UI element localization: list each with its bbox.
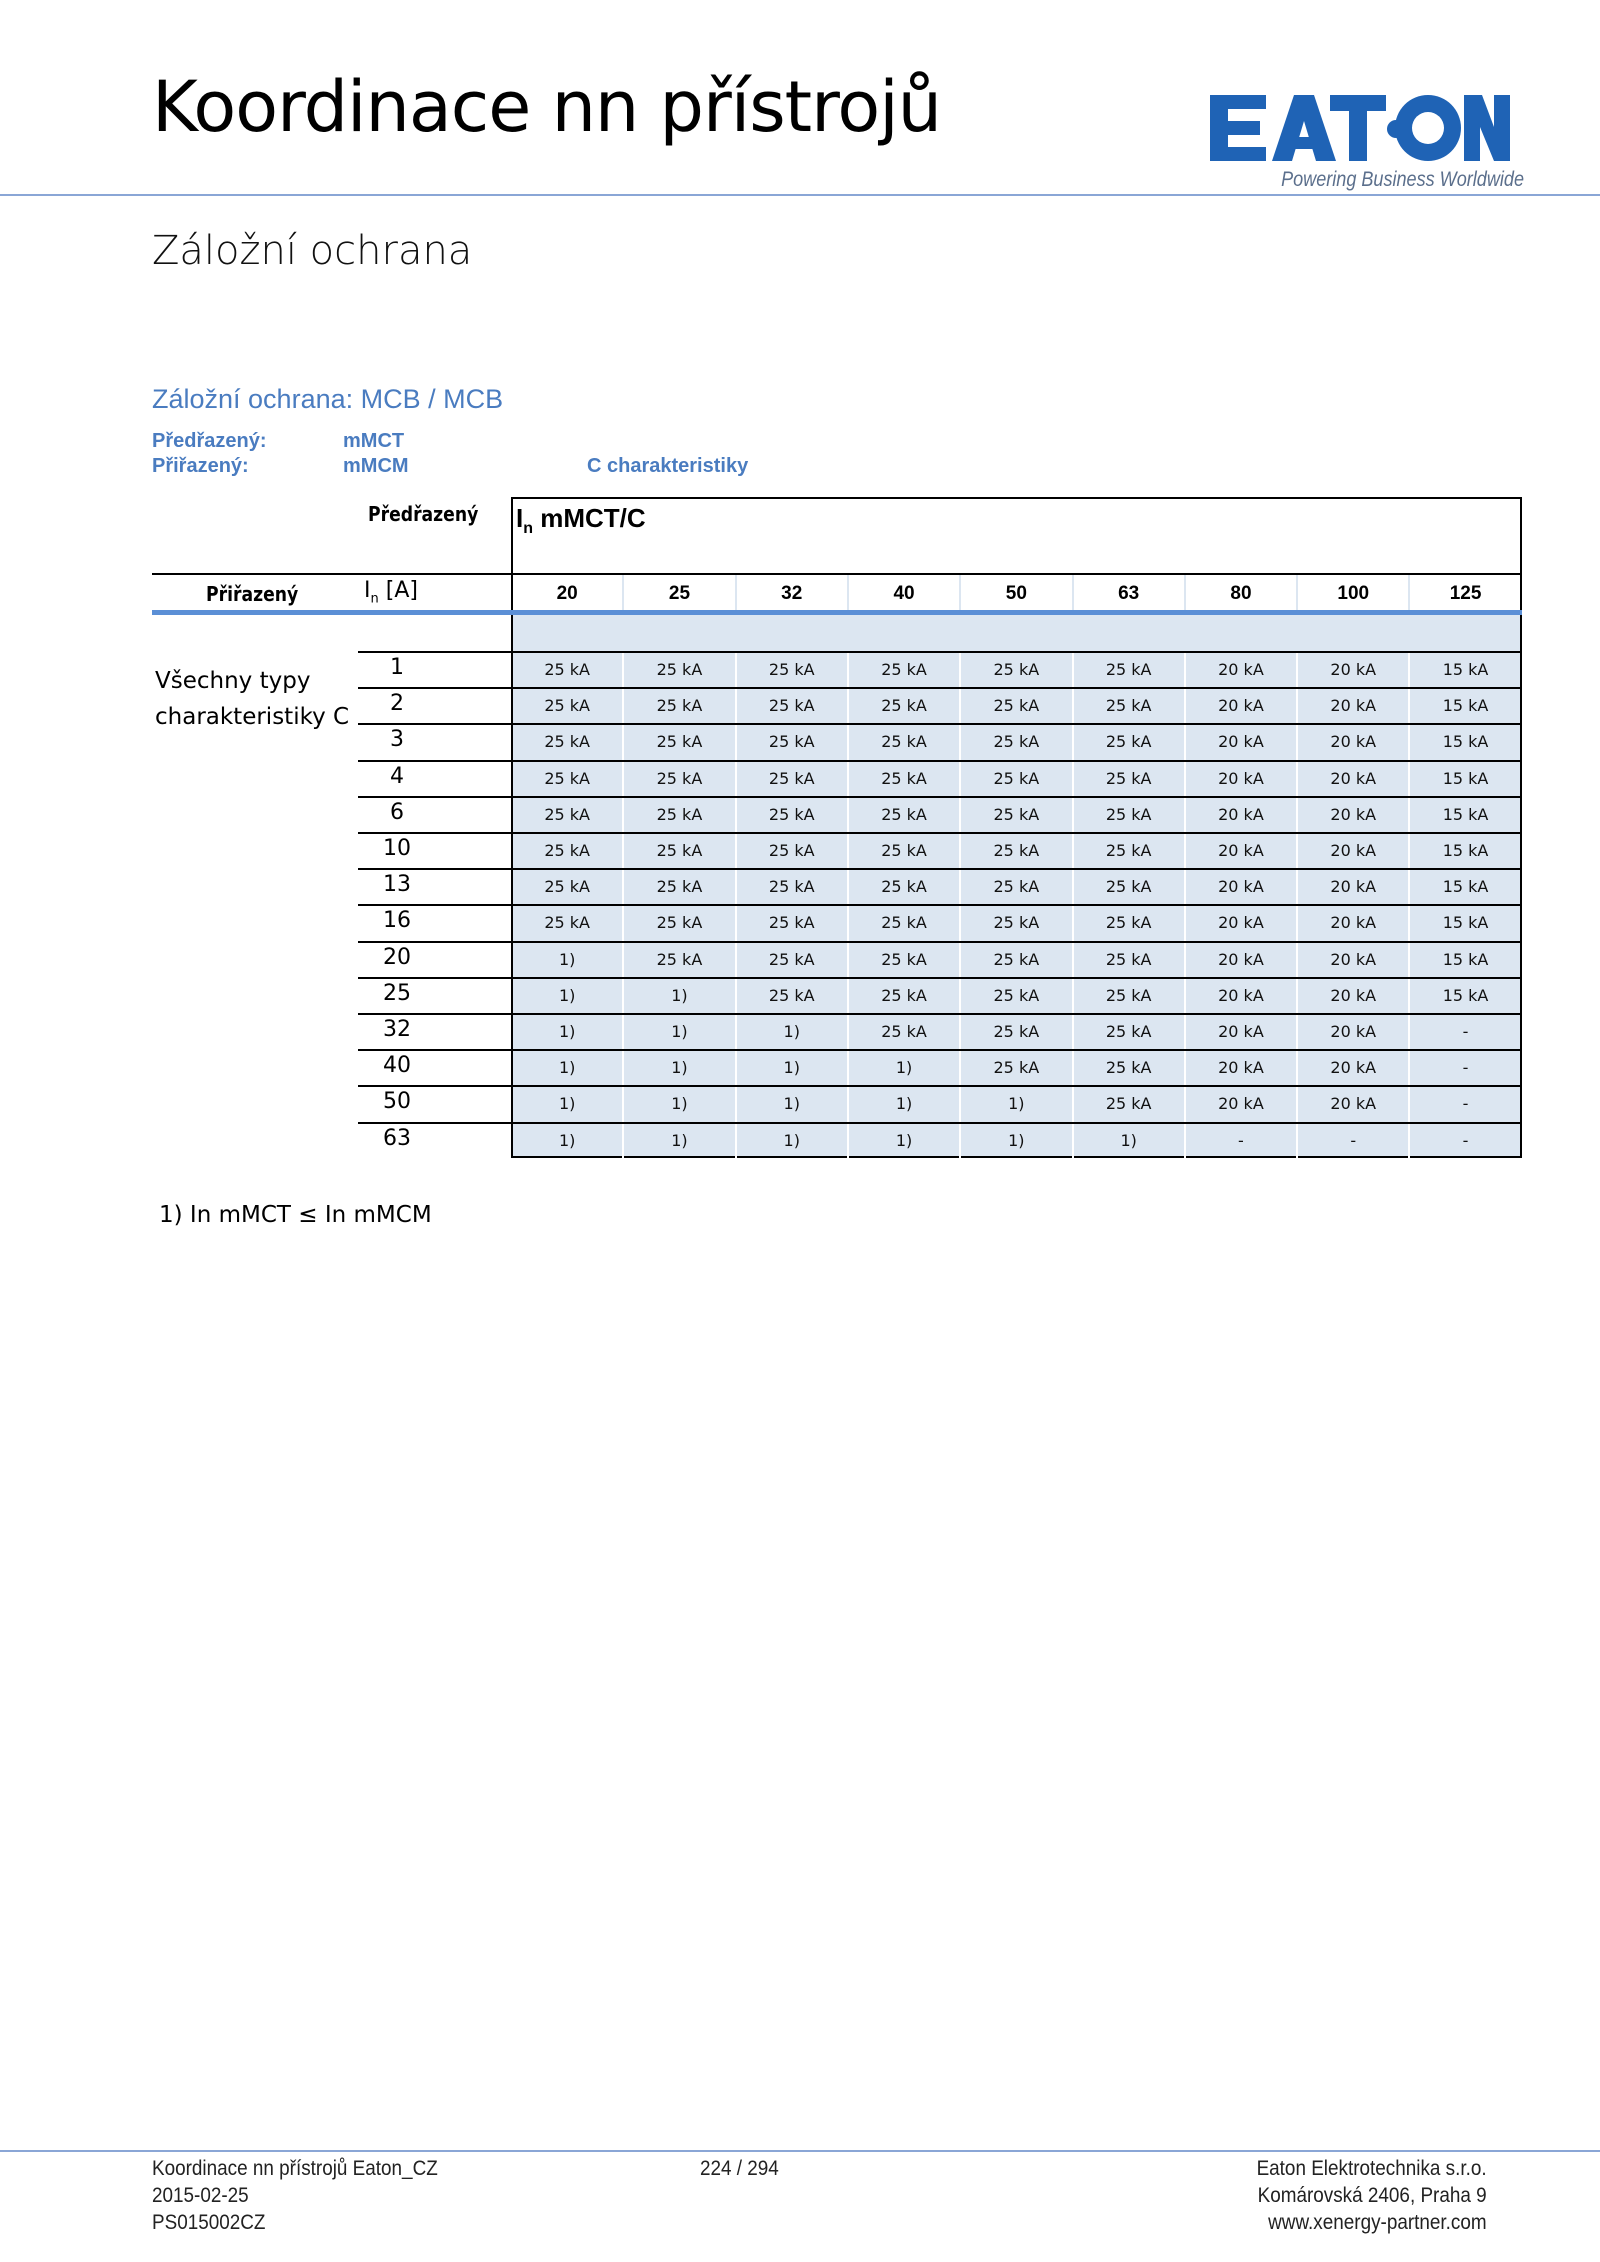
- table-cell: 20 kA: [1330, 841, 1377, 860]
- downstream-value: mMCM: [343, 455, 409, 477]
- table-cell: 20 kA: [1218, 913, 1264, 933]
- table-cell: 1): [671, 1094, 688, 1114]
- table-cell: 20 kA: [1330, 732, 1377, 752]
- characteristic-label: C charakteristiky: [587, 455, 749, 477]
- section-title: Záložní ochrana: [152, 228, 473, 274]
- table-cell: 20 kA: [1218, 660, 1264, 679]
- table-cell: 1): [558, 985, 576, 1005]
- table-cell: 25 kA: [656, 841, 703, 860]
- table-cell: 25 kA: [1105, 913, 1152, 933]
- table-cell: 25 kA: [993, 696, 1040, 716]
- table-cell: 25 kA: [993, 913, 1040, 933]
- table-cell: 1): [671, 985, 688, 1005]
- table-cell: 25 kA: [656, 696, 703, 716]
- table-cell: 1): [783, 1130, 800, 1150]
- row-rule: [358, 977, 511, 979]
- table-cell: 25 kA: [881, 768, 927, 788]
- table-cell: 25 kA: [768, 804, 815, 824]
- table-cell: 25 kA: [1105, 804, 1152, 824]
- table-cell: 20 kA: [1330, 1058, 1377, 1078]
- row-current-label: 4: [390, 763, 404, 789]
- table-cell: 20 kA: [1330, 1094, 1377, 1114]
- table-cell: 25 kA: [993, 949, 1040, 969]
- table-cell: 20 kA: [1330, 768, 1377, 788]
- corner-downstream-label: Přiřazený: [206, 582, 299, 606]
- table-cell: 20 kA: [1330, 985, 1377, 1005]
- table-cell: 15 kA: [1442, 696, 1489, 716]
- table-cell: 1): [558, 1022, 576, 1041]
- table-cell: 20 kA: [1330, 1022, 1377, 1041]
- table-cell: 25 kA: [993, 660, 1040, 679]
- eaton-logo: [1210, 93, 1510, 163]
- table-cell: 25 kA: [656, 768, 703, 788]
- footer-doc-name: Koordinace nn přístrojů Eaton_CZ: [152, 2157, 438, 2180]
- row-group-label: [155, 663, 349, 735]
- row-rule: [358, 1013, 511, 1015]
- header-box: [511, 497, 1522, 574]
- table-cell: 25 kA: [881, 877, 927, 897]
- row-current-label: 63: [383, 1125, 411, 1151]
- table-cell: 25 kA: [881, 732, 927, 752]
- table-cell: 15 kA: [1442, 841, 1489, 860]
- row-current-label: 13: [383, 872, 411, 898]
- row-current-label: 3: [390, 727, 404, 753]
- table-cell: 20 kA: [1218, 732, 1264, 752]
- table-cell: 25 kA: [993, 732, 1040, 752]
- row-current-label: 2: [390, 691, 404, 717]
- row-rule: [358, 723, 511, 725]
- document-title: Koordinace nn přístrojů: [152, 66, 942, 148]
- row-rule: [358, 1122, 511, 1124]
- header-box-border: [511, 575, 513, 610]
- table-cell: 25 kA: [768, 660, 815, 679]
- column-header-80: 80: [1230, 583, 1252, 604]
- table-cell: 20 kA: [1218, 696, 1264, 716]
- footnote: 1) In mMCT ≤ In mMCM: [159, 1202, 432, 1228]
- table-cell: 25 kA: [1105, 841, 1152, 860]
- table-cell: 1): [783, 1094, 800, 1114]
- table-cell: 1): [671, 1022, 688, 1041]
- table-cell: 20 kA: [1218, 877, 1264, 897]
- table-cell: 25 kA: [1105, 660, 1152, 679]
- table-cell: 20 kA: [1218, 768, 1264, 788]
- row-rule: [358, 941, 511, 943]
- downstream-label: Přiřazený:: [152, 455, 249, 477]
- table-cell: 25 kA: [881, 660, 927, 679]
- footer-left: [152, 2155, 438, 2236]
- table-cell: -: [1462, 1058, 1469, 1078]
- table-cell: 25 kA: [544, 877, 590, 897]
- row-current-label: 40: [383, 1053, 411, 1079]
- column-header-125: 125: [1449, 583, 1482, 604]
- table-cell: -: [1462, 1094, 1469, 1114]
- table-cell: 1): [671, 1058, 688, 1078]
- row-current-label: 25: [383, 980, 411, 1006]
- table-cell: 1): [895, 1058, 913, 1078]
- footer-date: 2015-02-25: [152, 2184, 249, 2207]
- table-cell: 20 kA: [1330, 660, 1377, 679]
- table-cell: 20 kA: [1218, 1094, 1264, 1114]
- table-cell: 25 kA: [881, 804, 927, 824]
- table-cell: 20 kA: [1218, 1058, 1264, 1078]
- table-cell: 25 kA: [881, 841, 927, 860]
- table-cell: 25 kA: [1105, 768, 1152, 788]
- table-cell: 25 kA: [544, 732, 590, 752]
- table-cell: 25 kA: [1105, 985, 1152, 1005]
- table-cell: 1): [1120, 1130, 1137, 1150]
- table-cell: 25 kA: [656, 804, 703, 824]
- table-cell: -: [1238, 1130, 1244, 1150]
- table-cell: 25 kA: [768, 768, 815, 788]
- table-cell: 25 kA: [993, 841, 1040, 860]
- row-current-label: 10: [383, 836, 411, 861]
- row-rule: [358, 832, 511, 834]
- table-cell: 25 kA: [656, 877, 703, 897]
- footer-code: PS015002CZ: [152, 2211, 266, 2234]
- table-cell: 25 kA: [881, 696, 927, 716]
- table-cell: 20 kA: [1218, 841, 1264, 860]
- table-cell: 25 kA: [768, 877, 815, 897]
- footer-address: Komárovská 2406, Praha 9: [1257, 2184, 1487, 2207]
- column-header-50: 50: [1005, 583, 1027, 604]
- table-cell: 25 kA: [993, 768, 1040, 788]
- table-cell: 20 kA: [1218, 949, 1264, 969]
- column-header-40: 40: [893, 583, 915, 604]
- table-cell: 25 kA: [993, 1058, 1040, 1078]
- table-cell: 25 kA: [1105, 877, 1152, 897]
- table-cell: 20 kA: [1330, 804, 1377, 824]
- table-cell: 15 kA: [1442, 877, 1489, 897]
- header-rule: [0, 194, 1600, 196]
- table-cell: 25 kA: [544, 696, 590, 716]
- blank-band: [511, 615, 1522, 651]
- table-cell: 25 kA: [544, 804, 590, 824]
- table-cell: 15 kA: [1442, 804, 1489, 824]
- table-cell: 1): [1008, 1130, 1025, 1150]
- row-rule: [358, 868, 511, 870]
- corner-upstream-label: Předřazený: [368, 502, 479, 526]
- table-cell: 25 kA: [1105, 1022, 1152, 1041]
- table-cell: 25 kA: [881, 949, 927, 969]
- row-group-line-1: Všechny typy: [155, 668, 311, 694]
- column-header-top-rule: [152, 573, 1522, 575]
- table-cell: -: [1350, 1130, 1357, 1150]
- table-cell: 25 kA: [993, 804, 1040, 824]
- table-cell: 25 kA: [881, 1022, 927, 1041]
- footer-website: www.xenergy-partner.com: [1268, 2211, 1487, 2234]
- row-rule: [358, 760, 511, 762]
- table-cell: 25 kA: [544, 660, 590, 679]
- row-rule: [358, 796, 511, 798]
- table-cell: 1): [783, 1022, 800, 1041]
- column-header-63: 63: [1118, 583, 1140, 604]
- in-column-label: $I_n$ [A]: [364, 578, 418, 607]
- row-current-label: 32: [383, 1017, 411, 1042]
- upstream-value: mMCT: [343, 430, 405, 452]
- table-cell: 15 kA: [1442, 949, 1489, 969]
- table-cell: -: [1462, 1130, 1469, 1150]
- table-cell: 25 kA: [768, 732, 815, 752]
- table-heading: Záložní ochrana: MCB / MCB: [152, 384, 504, 414]
- table-cell: 15 kA: [1442, 732, 1489, 752]
- upstream-label: Předřazený:: [152, 430, 267, 452]
- table-cell: 25 kA: [881, 913, 927, 933]
- logo-tagline: Powering Business Worldwide: [1281, 168, 1524, 191]
- row-rule: [358, 651, 511, 653]
- table-cell: 25 kA: [1105, 949, 1152, 969]
- table-cell: 20 kA: [1330, 913, 1377, 933]
- footer-page-number: 224 / 294: [700, 2157, 779, 2180]
- row-current-label: 6: [390, 799, 404, 825]
- column-header-100: 100: [1337, 583, 1370, 604]
- table-cell: 1): [558, 1094, 576, 1114]
- table-cell: 1): [1008, 1094, 1025, 1114]
- table-cell: 25 kA: [993, 1022, 1040, 1041]
- table-cell: 25 kA: [768, 696, 815, 716]
- table-cell: 15 kA: [1442, 660, 1489, 679]
- table-cell: 25 kA: [768, 985, 815, 1005]
- table-cell: 15 kA: [1442, 768, 1489, 788]
- footer-company: Eaton Elektrotechnika s.r.o.: [1256, 2157, 1487, 2180]
- table-cell: 25 kA: [544, 913, 590, 933]
- table-cell: 25 kA: [993, 985, 1040, 1005]
- table-cell: 25 kA: [1105, 732, 1152, 752]
- table-cell: 25 kA: [1105, 696, 1152, 716]
- column-header-32: 32: [781, 583, 803, 604]
- row-rule: [358, 687, 511, 689]
- table-cell: 1): [895, 1130, 913, 1150]
- table-cell: 20 kA: [1218, 1022, 1264, 1041]
- column-header-25: 25: [668, 583, 691, 604]
- row-rule: [358, 1049, 511, 1051]
- table-cell: 25 kA: [1105, 1058, 1152, 1078]
- table-cell: 25 kA: [544, 841, 590, 860]
- table-cell: -: [1462, 1022, 1469, 1041]
- row-rule: [358, 904, 511, 906]
- row-current-label: 50: [383, 1089, 411, 1115]
- header-box-border: [1520, 575, 1522, 610]
- row-rule: [358, 1085, 511, 1087]
- table-cell: 25 kA: [544, 768, 590, 788]
- column-header-20: 20: [556, 583, 578, 604]
- table-cell: 1): [783, 1058, 800, 1078]
- row-group-line-2: charakteristiky C: [155, 704, 350, 730]
- footer-rule: [0, 2150, 1600, 2152]
- table-cell: 25 kA: [656, 732, 703, 752]
- table-cell: 20 kA: [1330, 877, 1377, 897]
- footer-right: [1257, 2155, 1487, 2236]
- table-cell: 20 kA: [1330, 949, 1377, 969]
- table-cell: 1): [558, 1058, 576, 1078]
- table-cell: 15 kA: [1442, 913, 1489, 933]
- table-cell: 1): [558, 949, 576, 969]
- table-cell: 25 kA: [656, 913, 703, 933]
- column-group-header: $I_n$ mMCT/C: [516, 503, 646, 538]
- table-cell: 25 kA: [768, 841, 815, 860]
- table-cell: 15 kA: [1442, 985, 1489, 1005]
- table-cell: 20 kA: [1218, 804, 1264, 824]
- table-cell: 25 kA: [768, 913, 815, 933]
- table-cell: 20 kA: [1330, 696, 1377, 716]
- table-cell: 1): [558, 1130, 576, 1150]
- table-cell: 25 kA: [881, 985, 927, 1005]
- table-cell: 25 kA: [656, 949, 703, 969]
- table-cell: 25 kA: [656, 660, 703, 679]
- row-current-label: 20: [383, 944, 411, 970]
- table-cell: 25 kA: [1105, 1094, 1152, 1114]
- table-cell: 25 kA: [768, 949, 815, 969]
- table-cell: 20 kA: [1218, 985, 1264, 1005]
- table-cell: 25 kA: [993, 877, 1040, 897]
- table-cell: 1): [895, 1094, 913, 1114]
- row-current-label: 16: [383, 908, 411, 934]
- row-current-label: 1: [390, 655, 404, 680]
- table-cell: 1): [671, 1130, 688, 1150]
